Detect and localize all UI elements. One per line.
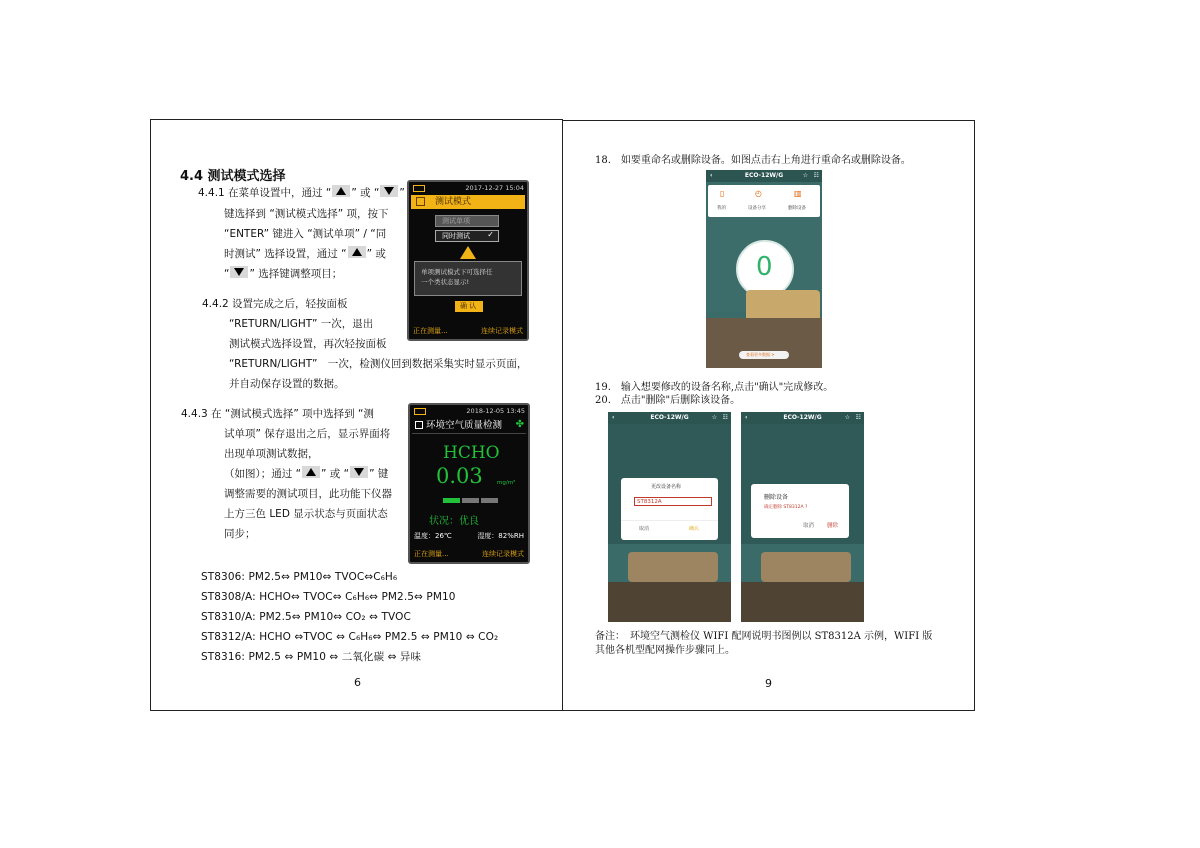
p443-line7: 同步； xyxy=(224,528,256,540)
back-icon: ‹ xyxy=(612,414,615,421)
page-number-left: 6 xyxy=(354,676,361,689)
share-icon: ◴ xyxy=(755,189,762,198)
device1-status-left: 正在测量... xyxy=(413,327,448,335)
device1-header: 测试模式 xyxy=(435,197,472,207)
model-st8316: ST8316: PM2.5 ⇔ PM10 ⇔ 二氧化碳 ⇔ 异味 xyxy=(201,651,422,663)
user-icon: ▯ xyxy=(720,189,725,198)
p442-line1: 4.4.2 设置完成之后，轻按面板 xyxy=(202,298,348,310)
p443-line3: 出现单项测试数据， xyxy=(224,448,319,460)
section-title: 4.4 测试模式选择 xyxy=(180,169,286,184)
device2-status: 状况：优良 xyxy=(429,516,479,527)
device2-pollutant: HCHO xyxy=(443,443,500,463)
led-yellow xyxy=(462,498,479,503)
device1-datetime: 2017-12-27 15:04 xyxy=(465,184,524,192)
item-18: 18. 如要重命名或删除设备。如图点击右上角进行重命名或删除设备。 xyxy=(595,155,911,166)
note-line1: 备注： 环境空气测检仪 WIFI 配网说明书图例以 ST8312A 示例，WIFI 版 xyxy=(595,631,933,642)
delete-confirm-button[interactable]: 删除 xyxy=(827,523,839,529)
p443-line4: （如图）；通过 “ ” 或 “ ” 键 xyxy=(224,468,389,480)
rename-input[interactable]: ST8312A xyxy=(634,497,712,506)
device1-option2: 同时测试 ✓ xyxy=(435,230,499,242)
phone1-menu: ▯ 我的 ◴ 设备分享 ▥ 删除设备 xyxy=(708,185,820,217)
rename-dialog: 更改设备名称 ST8312A 取消 确认 xyxy=(621,478,718,540)
delete-dialog: 删除设备 确定删除 ST8312A ? 取消 删除 xyxy=(751,484,849,538)
p442-line4: “RETURN/LIGHT” 一次，检测仪回到数据采集实时显示页面， xyxy=(229,358,528,370)
down-key-icon xyxy=(350,466,368,478)
down-key-icon xyxy=(380,185,398,197)
device2-header-bar xyxy=(412,418,526,434)
device2-status-left: 正在测量... xyxy=(414,550,449,558)
model-st8312: ST8312/A: HCHO ⇔TVOC ⇔ C₆H₆⇔ PM2.5 ⇔ PM10 ⇔ CO₂ xyxy=(201,631,499,643)
model-st8306: ST8306: PM2.5⇔ PM10⇔ TVOC⇔C₆H₆ xyxy=(201,571,398,583)
star-icon: ☆ xyxy=(844,414,850,421)
phone1-title-bar: ‹ ECO-12W/G ☆ ☷ xyxy=(706,170,822,182)
device2-datetime: 2018-12-05 13:45 xyxy=(466,407,525,415)
item-19: 19. 输入想要修改的设备名称,点击"确认"完成修改。 xyxy=(595,382,834,393)
fan-icon: ✤ xyxy=(515,419,524,430)
back-icon: ‹ xyxy=(710,172,713,179)
window-icon xyxy=(415,421,423,429)
page-number-right: 9 xyxy=(765,677,772,690)
device-screen-test-mode xyxy=(407,180,529,341)
device2-humidity: 湿度：82%RH xyxy=(477,532,524,540)
trash-icon: ▥ xyxy=(794,189,802,198)
device2-header: 环境空气质量检测 xyxy=(426,420,503,431)
p441-line1: 4.4.1 在菜单设置中，通过 “ ” 或 “ ” xyxy=(198,187,405,199)
p442-line5: 并自动保存设置的数据。 xyxy=(229,378,345,390)
p441-line5: “ ” 选择键调整项目； xyxy=(224,268,343,280)
star-icon: ☆ xyxy=(802,172,808,179)
phone-screenshot-menu xyxy=(706,170,822,368)
phone-screenshot-delete xyxy=(741,412,864,622)
down-key-icon xyxy=(230,266,248,278)
rename-cancel-button[interactable]: 取消 xyxy=(639,526,650,532)
p441-line2: 键选择到 “测试模式选择” 项，按下 xyxy=(224,208,389,220)
delete-cancel-button[interactable]: 取消 xyxy=(803,523,815,529)
up-key-icon xyxy=(332,185,350,197)
led-red xyxy=(481,498,498,503)
rename-confirm-button[interactable]: 确认 xyxy=(689,526,700,532)
check-icon: ✓ xyxy=(487,230,494,239)
star-icon: ☆ xyxy=(711,414,717,421)
p443-line1: 4.4.3 在 “测试模式选择” 项中选择到 “测 xyxy=(181,408,374,420)
p443-line5: 调整需要的测试项目，此功能下仪器 xyxy=(224,488,392,500)
back-icon: ‹ xyxy=(745,414,748,421)
settings-icon: ☷ xyxy=(855,414,861,421)
up-key-icon xyxy=(348,246,366,258)
device1-warning-box: 单项测试模式下可选择任 一个类状态显示! xyxy=(414,261,522,296)
p442-line2: “RETURN/LIGHT” 一次，退出 xyxy=(229,318,374,330)
battery-icon xyxy=(413,185,425,192)
battery-icon xyxy=(414,408,426,415)
device-screen-hcho xyxy=(408,403,530,564)
model-st8308: ST8308/A: HCHO⇔ TVOC⇔ C₆H₆⇔ PM2.5⇔ PM10 xyxy=(201,591,456,603)
p442-line3: 测试模式选择设置，再次轻按面板 xyxy=(229,338,387,350)
right-page xyxy=(562,120,975,711)
p443-line6: 上方三色 LED 显示状态与页面状态 xyxy=(224,508,388,520)
left-page xyxy=(150,119,563,711)
p441-line3: “ENTER” 键进入 “测试单项” / “同 xyxy=(224,228,387,240)
p443-line2: 试单项” 保存退出之后，显示界面将 xyxy=(224,428,391,440)
device2-status-right: 连续记录模式 xyxy=(482,550,524,558)
device2-temp: 温度：26℃ xyxy=(414,532,452,540)
device2-value: 0.03 xyxy=(436,464,483,488)
device1-option1: 测试单项 xyxy=(435,215,499,227)
device1-header-bar xyxy=(411,195,525,209)
p441-line4: 时测试” 选择设置，通过 “ ” 或 xyxy=(224,248,386,260)
phone-screenshot-rename xyxy=(608,412,731,622)
settings-icon: ☷ xyxy=(813,172,819,179)
note-line2: 其他各机型配网操作步骤同上。 xyxy=(595,645,735,656)
phone2-title-bar: ‹ ECO-12W/G ☆ ☷ xyxy=(608,412,731,424)
up-key-icon xyxy=(302,466,320,478)
led-green xyxy=(443,498,460,503)
device1-confirm-button: 确 认 xyxy=(455,301,483,312)
settings-icon: ☷ xyxy=(722,414,728,421)
phone1-more-button: 查看更多数据 > xyxy=(739,351,789,359)
phone3-title-bar: ‹ ECO-12W/G ☆ ☷ xyxy=(741,412,864,424)
model-st8310: ST8310/A: PM2.5⇔ PM10⇔ CO₂ ⇔ TVOC xyxy=(201,611,411,623)
gauge-value: 0 xyxy=(756,252,773,282)
device2-unit: mg/m³ xyxy=(497,480,516,486)
gear-icon xyxy=(416,197,425,206)
warning-icon xyxy=(460,246,476,259)
item-20: 20. 点击"删除"后删除该设备。 xyxy=(595,395,741,406)
device1-status-right: 连续记录模式 xyxy=(481,327,523,335)
